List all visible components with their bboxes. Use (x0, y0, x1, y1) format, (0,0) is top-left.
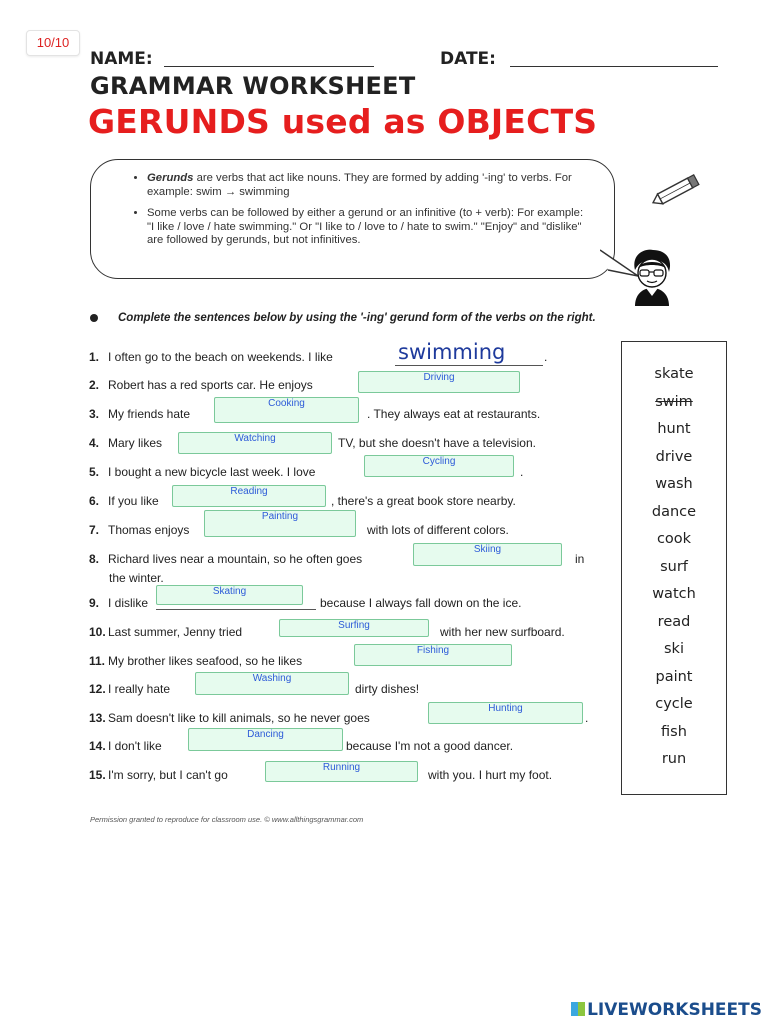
permission-note: Permission granted to reproduce for classroom use. © www.allthingsgrammar.com (90, 815, 364, 824)
question-3: 3. My friends hate (89, 407, 191, 421)
instruction: Complete the sentences below by using the '-ing' gerund form of the verbs on the right. (90, 312, 596, 324)
question-5: 5. I bought a new bicycle last week. I love (89, 465, 316, 479)
answer-input-3[interactable]: Cooking (214, 397, 359, 423)
question-4: 4. Mary likes (89, 436, 163, 450)
question-13-end: . (585, 711, 589, 725)
answer-input-15[interactable]: Running (265, 761, 418, 782)
question-8-continued: the winter. (109, 571, 164, 585)
question-6: 6. If you like (89, 494, 159, 508)
answer-1-handwritten: swimming (398, 340, 506, 364)
question-7: 7. Thomas enjoys (89, 523, 190, 537)
answer-input-6[interactable]: Reading (172, 485, 326, 507)
word-bank-item: drive (655, 449, 693, 465)
question-8: 8. Richard lives near a mountain, so he often goes (89, 552, 363, 566)
word-bank-item: fish (661, 724, 687, 740)
word-bank-item: run (661, 751, 687, 767)
word-bank-item: hunt (657, 421, 691, 437)
question-6-end: , there's a great book store nearby. (331, 494, 516, 508)
word-bank-item: watch (652, 586, 696, 602)
name-label: NAME: (90, 49, 153, 69)
liveworksheets-logo: LIVEWORKSHEETS (571, 1000, 762, 1020)
word-bank-item: ski (664, 641, 684, 657)
question-4-end: TV, but she doesn't have a television. (338, 436, 536, 450)
teacher-icon (629, 248, 675, 306)
answer-input-9[interactable]: Skating (156, 585, 303, 605)
word-bank-item: paint (655, 669, 693, 685)
question-12-end: dirty dishes! (355, 682, 420, 696)
word-bank-item: cycle (655, 696, 693, 712)
info-bubble (90, 159, 615, 279)
question-9-end: because I always fall down on the ice. (320, 596, 522, 610)
question-12: 12. I really hate (89, 682, 171, 696)
question-13: 13. Sam doesn't like to kill animals, so he never goes (89, 711, 370, 725)
word-bank (621, 341, 727, 795)
date-line (510, 66, 718, 67)
word-bank-item: read (657, 614, 691, 630)
answer-input-2[interactable]: Driving (358, 371, 520, 393)
question-2: 2. Robert has a red sports car. He enjoys (89, 378, 313, 392)
worksheet-subtitle: GERUNDS used as OBJECTS (88, 102, 598, 141)
score-badge: 10/10 (26, 30, 80, 56)
answer-input-11[interactable]: Fishing (354, 644, 512, 666)
note-2: • Some verbs can be followed by either a gerund or an infinitive (to + verb): For example: "I like / love / hate swimming." Or "I like to / love to / hate to swim." "Enjoy" and "dislike" are followed by gerunds, but not infinitives. (147, 207, 592, 248)
word-bank-item: cook (656, 531, 692, 547)
question-14: 14. I don't like (89, 739, 162, 753)
question-5-end: . (520, 465, 524, 479)
question-15-end: with you. I hurt my foot. (428, 768, 553, 782)
name-line (164, 66, 374, 67)
question-7-end: with lots of different colors. (367, 523, 509, 537)
worksheet-title: GRAMMAR WORKSHEET (90, 72, 416, 100)
liveworksheets-logo-icon (571, 1002, 585, 1016)
word-bank-item: skate (654, 366, 694, 382)
question-10: 10. Last summer, Jenny tried (89, 625, 243, 639)
answer-input-13[interactable]: Hunting (428, 702, 583, 724)
question-15: 15. I'm sorry, but I can't go (89, 768, 228, 782)
question-14-end: because I'm not a good dancer. (346, 739, 514, 753)
word-bank-item: surf (660, 559, 688, 575)
blank-line (395, 365, 543, 366)
answer-input-12[interactable]: Washing (195, 672, 349, 695)
answer-input-10[interactable]: Surfing (279, 619, 429, 637)
question-1: 1. I often go to the beach on weekends. I like (89, 350, 333, 364)
question-11: 11. My brother likes seafood, so he likes (89, 654, 303, 668)
note-1: • Gerunds are verbs that act like nouns. They are formed by adding '-ing' to verbs. For example: swim → swimming (147, 172, 592, 199)
word-bank-item: wash (655, 476, 693, 492)
question-3-end: . They always eat at restaurants. (367, 407, 541, 421)
word-bank-item-crossed: swim (655, 394, 693, 410)
question-10-end: with her new surfboard. (440, 625, 565, 639)
date-label: DATE: (440, 49, 496, 69)
answer-input-7[interactable]: Painting (204, 510, 356, 537)
answer-input-5[interactable]: Cycling (364, 455, 514, 477)
question-1-end: . (544, 350, 548, 364)
answer-input-4[interactable]: Watching (178, 432, 332, 454)
answer-input-8[interactable]: Skiing (413, 543, 562, 566)
worksheet (80, 42, 745, 832)
blank-line (156, 609, 316, 610)
word-bank-item: dance (651, 504, 697, 520)
question-9: 9. I dislike (89, 596, 149, 610)
question-8-end: in (575, 552, 585, 566)
answer-input-14[interactable]: Dancing (188, 728, 343, 751)
pencil-icon (650, 170, 706, 210)
